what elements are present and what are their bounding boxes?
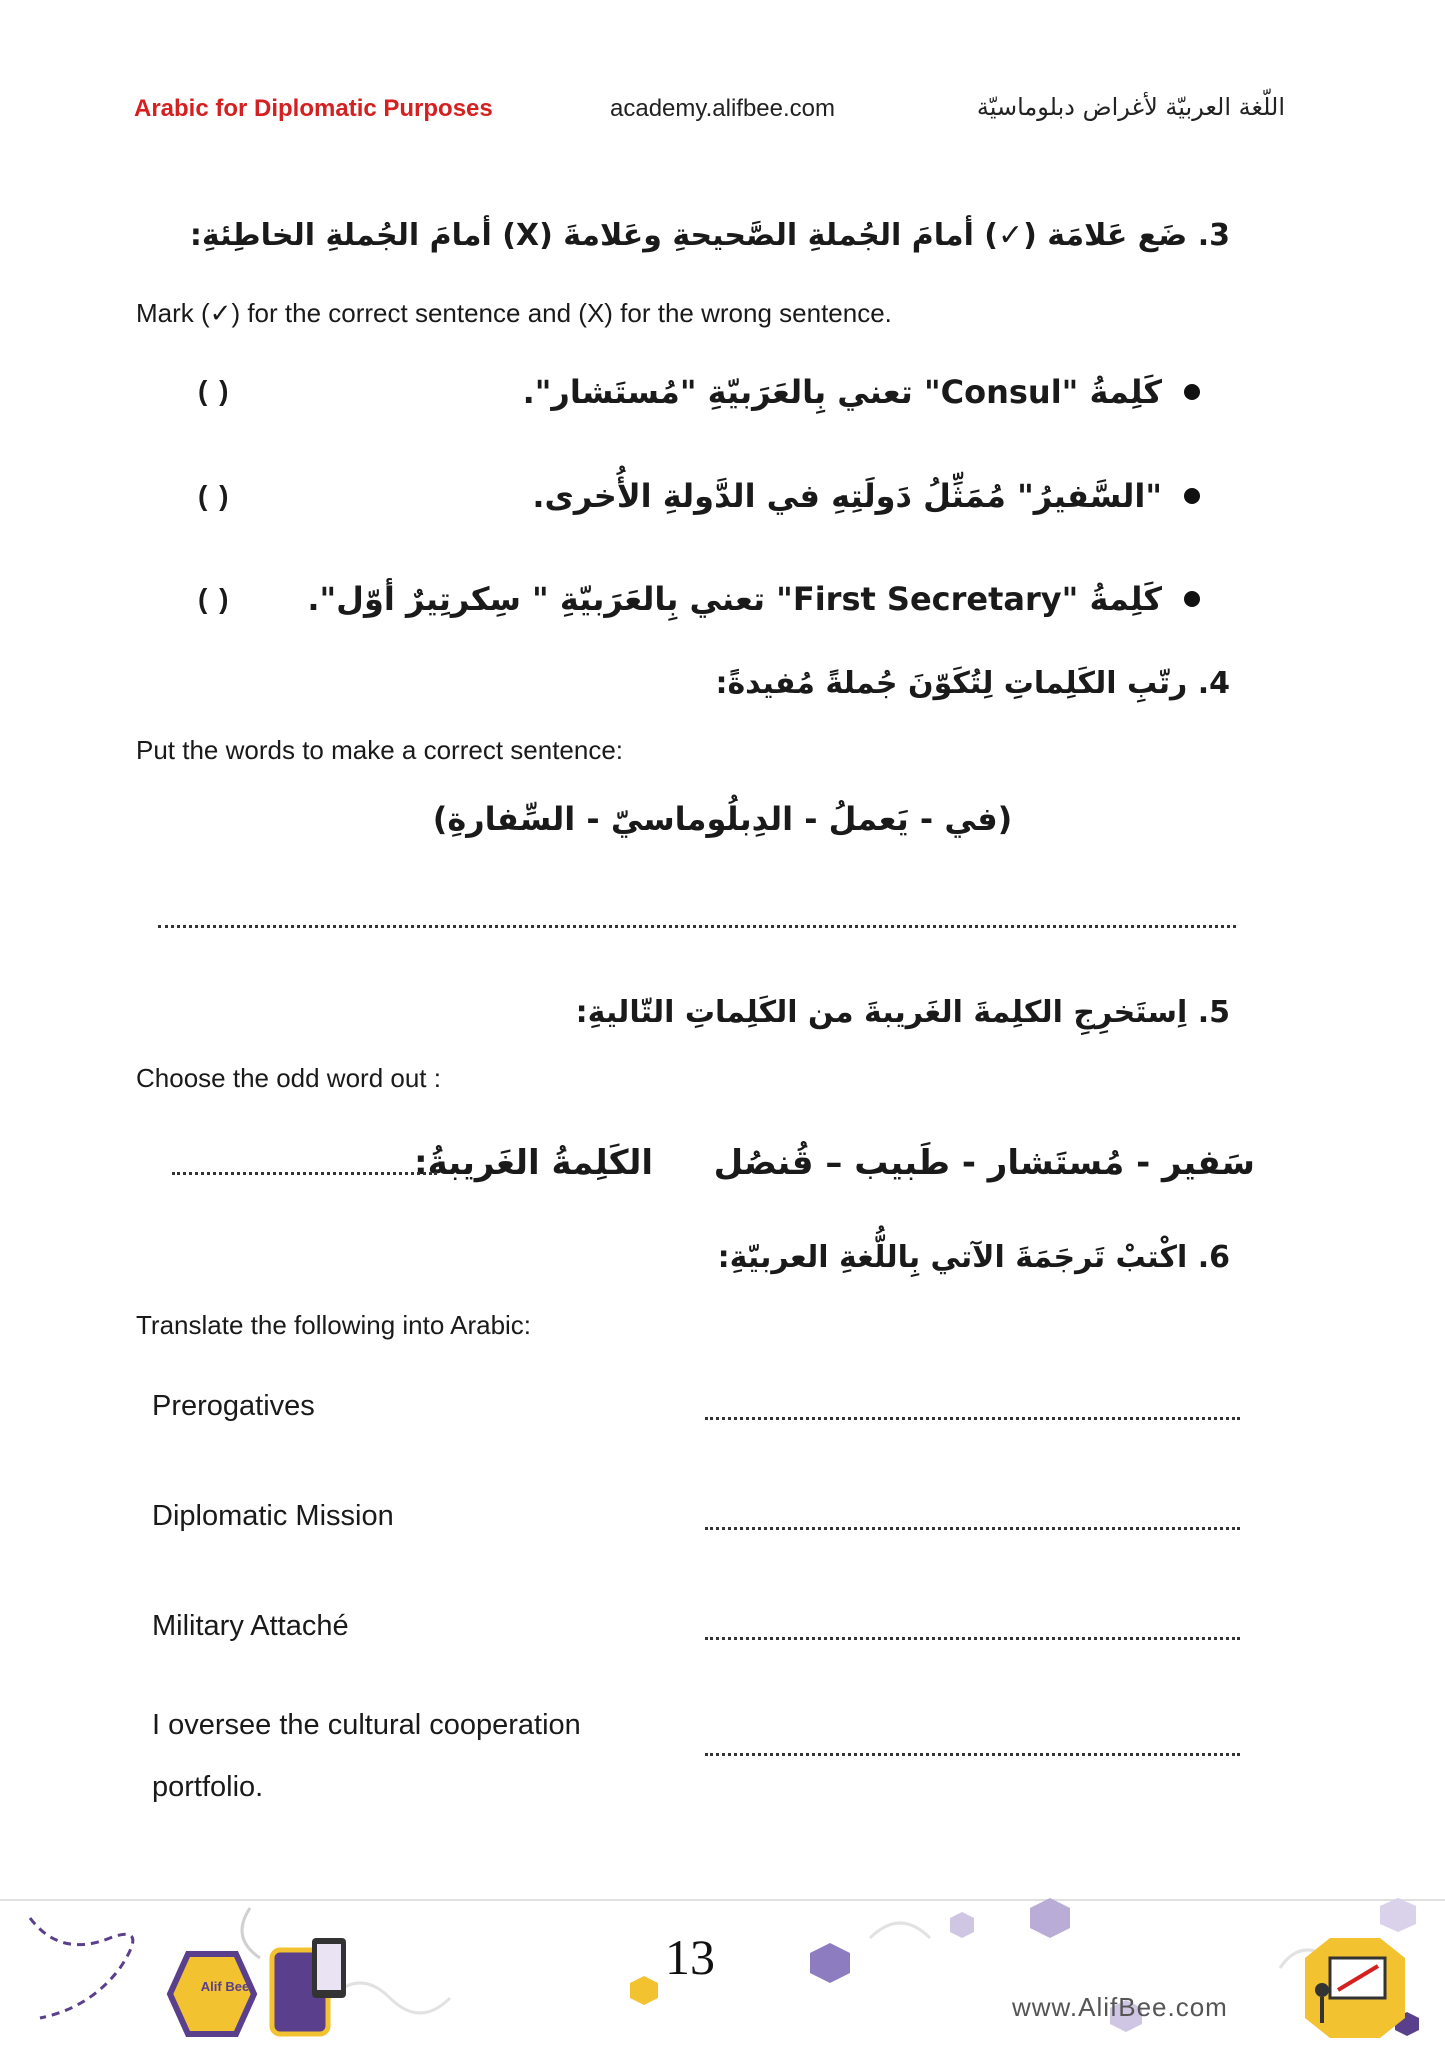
q3-item-2 [532,477,1200,515]
q5-instruction: Choose the odd word out : [136,1063,441,1093]
q5-answer-label: الكَلِمةُ الغَريبةُ: [414,1143,653,1183]
q4-title: 4. رتّبِ الكَلِماتِ لِتُكَوّنَ جُملةً مُفيدةً: [715,666,1230,701]
header-website[interactable]: academy.alifbee.com [610,95,835,122]
q3-answer-parens-1[interactable]: ( ) [198,375,231,406]
bullet-icon [1184,384,1200,400]
q5-word-list: سَفير - مُستَشار - طَبيب – قُنصُل [713,1143,1255,1183]
q3-item-1 [523,373,1200,411]
q6-instruction: Translate the following into Arabic: [136,1310,532,1340]
header-arabic-title: اللّغة العربيّة لأغراض دبلوماسيّة [976,93,1285,121]
q6-item-label: Military Attaché [152,1610,349,1642]
q4-word-list: (في - يَعملُ - الدِبلُوماسيّ - السِّفارةِ) [432,800,1013,838]
bullet-icon [1184,591,1200,607]
page-number: 13 [665,1929,715,1985]
q6-title: 6. اكْتبْ تَرجَمَةَ الآتي بِاللُّغةِ العربيّةِ: [717,1240,1230,1275]
q4-answer-line[interactable] [158,925,1236,928]
q3-item-text: كَلِمةُ "First Secretary" تعني بِالعَرَبيّةِ " سِكرتِيرٌ أوّل". [307,580,1162,618]
bullet-icon [1184,488,1200,504]
q6-answer-line-4[interactable] [705,1753,1240,1756]
q3-title: 3. ضَع عَلامَة (✓) أمامَ الجُملةِ الصَّحيحةِ وعَلامةَ (X) أمامَ الجُملةِ الخاطِئةِ: [189,218,1230,253]
q5-title: 5. اِستَخرِجِ الكلِمةَ الغَريبةَ من الكَلِماتِ التّاليةِ: [575,995,1230,1030]
footer [0,1898,1445,2044]
q6-answer-line-2[interactable] [705,1527,1240,1530]
footer-website[interactable]: www.AlifBee.com [1012,1992,1228,2022]
header-course-title: Arabic for Diplomatic Purposes [134,95,493,122]
q3-item-text: كَلِمةُ "Consul" تعني بِالعَرَبيّةِ "مُستَشار". [522,373,1162,411]
q3-answer-parens-3[interactable]: ( ) [198,583,231,614]
q6-item-label: I oversee the cultural cooperation portfolio. [152,1709,581,1803]
q3-answer-parens-2[interactable]: ( ) [198,480,231,511]
q6-item-label: Prerogatives [152,1390,315,1422]
q5-answer-line[interactable] [172,1172,437,1175]
q6-item-label: Diplomatic Mission [152,1500,394,1532]
q6-answer-line-3[interactable] [705,1637,1240,1640]
footer-decoration [0,1898,1445,2044]
q6-answer-line-1[interactable] [705,1417,1240,1420]
q4-instruction: Put the words to make a correct sentence: [136,735,624,765]
logo: Alif Bee [200,1979,250,1994]
q3-instruction: Mark (✓) for the correct sentence and (X) for the wrong sentence. [136,298,892,328]
q3-item-3 [307,580,1200,618]
q3-item-text: "السَّفيرُ" مُمَثِّلُ دَولَتِهِ في الدَّولةِ الأُخرى. [532,477,1162,515]
